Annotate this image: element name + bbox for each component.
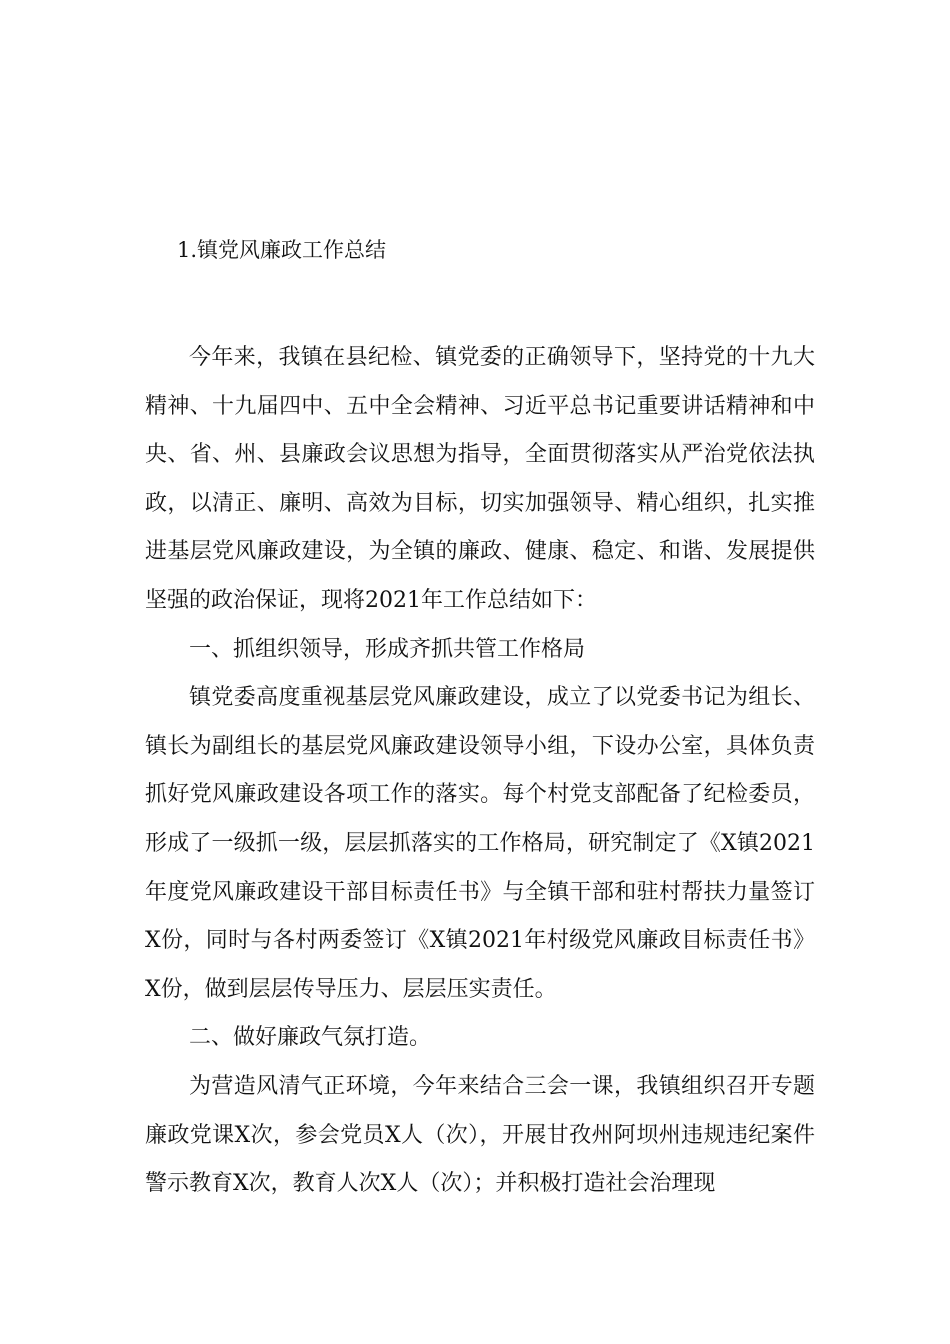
intro-paragraph: 今年来，我镇在县纪检、镇党委的正确领导下，坚持党的十九大精神、十九届四中、五中全会精神、习近平总书记重要讲话精神和中央、省、州、县廉政会议思想为指导，全面贯彻落实从严治党依法执政，以清正、廉明、高效为目标，切实加强领导、精心组织，扎实推进基层党风廉政建设，为全镇的廉政、健康、稳定、和谐、发展提供坚强的政治保证，现将2021年工作总结如下： <box>145 345 815 613</box>
section-2-paragraph: 为营造风清气正环境，今年来结合三会一课，我镇组织召开专题廉政党课X次，参会党员X人（次），开展甘孜州阿坝州违规违纪案件警示教育X次，教育人次X人（次）；并积极打造社会治理现 <box>145 1073 815 1197</box>
section-1-paragraph: 镇党委高度重视基层党风廉政建设，成立了以党委书记为组长、镇长为副组长的基层党风廉政建设领导小组，下设办公室，具体负责抓好党风廉政建设各项工作的落实。每个村党支部配备了纪检委员，形成了一级抓一级，层层抓落实的工作格局，研究制定了《X镇2021年度党风廉政建设干部目标责任书》与全镇干部和驻村帮扶力量签订X份，同时与各村两委签订《X镇2021年村级党风廉政目标责任书》X份，做到层层传导压力、层层压实责任。 <box>145 685 815 1002</box>
document-title: 1.镇党风廉政工作总结 <box>177 238 387 262</box>
section-heading-2: 二、做好廉政气氛打造。 <box>189 1025 432 1051</box>
document-body <box>145 334 815 1209</box>
section-heading-1: 一、抓组织领导，形成齐抓共管工作格局 <box>189 636 586 662</box>
